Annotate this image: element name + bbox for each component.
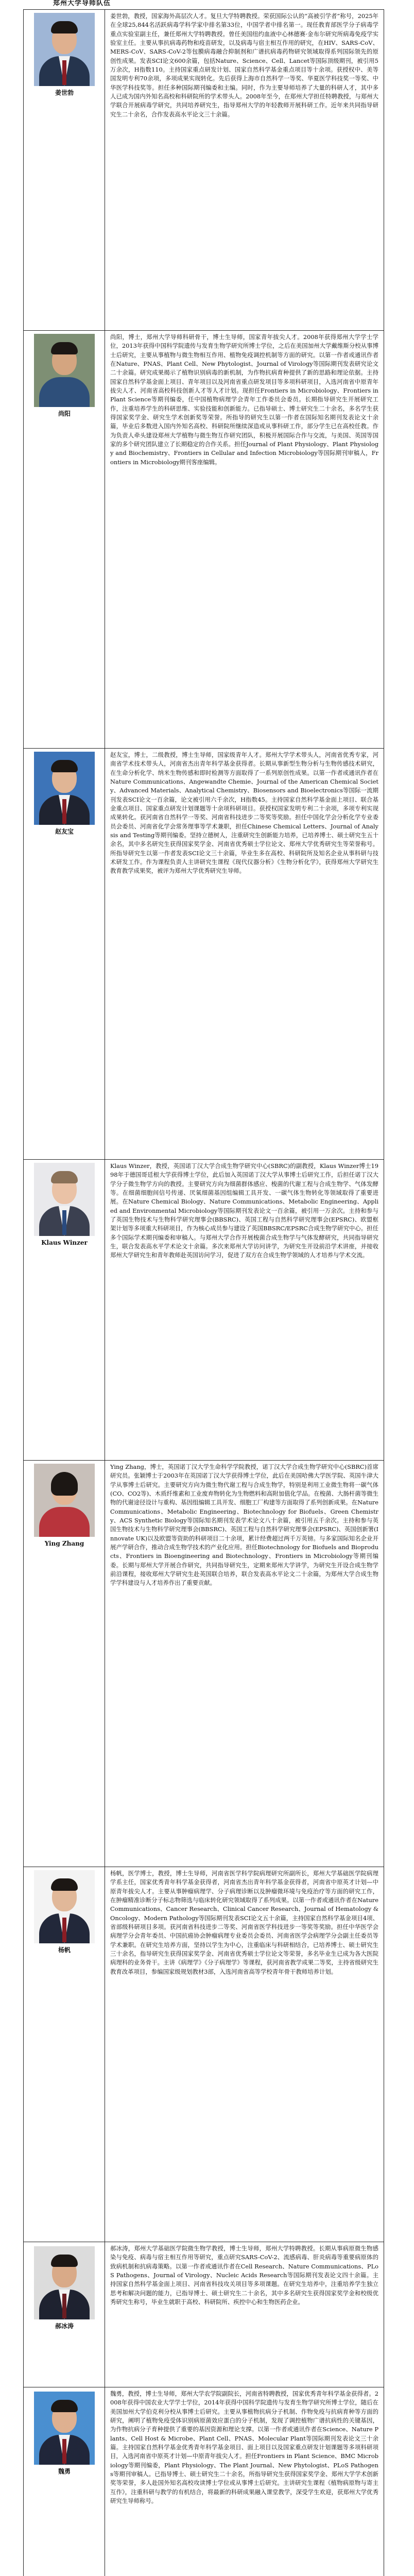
bio-cell [105, 331, 384, 749]
mentor-bio: Klaus Winzer，教授，英国诺丁汉大学合成生物学研究中心(SBRC)的副教授，Klaus Winzer博士1998年于德国哥廷根大学获得博士学位，此后加入英国诺丁汉大学从事博士后研究工作，后担任诺丁汉大学分子微生物学方向的教授。主要研究方向为细菌群体感应、梭菌的代谢工程与合成生物学、气体发酵等。在细菌细胞间信号传递、厌氧细菌基因组编辑工具开发、一碳气体生物转化等领域取得了重要进展。在Nature Chemical Biology、Nature Communications、Metabolic Engineering、Applied and Environmental Microbiology等国际期刊发表论文一百余篇，被引用一万余次。主持和参与了英国生物技术与生物科学研究理事会(BBSRC)、英国工程与自然科学研究理事会(EPSRC)、欧盟框架计划等多项重大科研项目，作为核心成员参与建设了英国BBSRC/EPSRC合成生物学研究中心。担任多个国际学术期刊编委和审稿人。与郑州大学合作开展梭菌合成生物学与气体发酵研究，共同指导研究生，联合发表高水平学术论文十余篇。多次来郑州大学访问讲学，为研究生开设前沿学术讲座，并接收郑州大学研究生和青年教师赴英国访问学习，促进了双方在合成生物学领域的人才培养与学术交流。 [110, 1162, 378, 1259]
mentor-name: 郝冰涛 [55, 2323, 74, 2330]
mentor-name: 赵友宝 [55, 828, 74, 835]
page-title: 郑州大学导师队伍 [53, 0, 111, 7]
mentor-row [24, 1461, 384, 1867]
portrait-photo [34, 2392, 95, 2465]
mentor-bio: 姜世勃，教授，国家海外高层次人才。复旦大学特聘教授。荣获国际公认的“高被引学者”称号，2025年在全球25,844名活跃病毒学科学家中排名第33位，中国学者中排名第一。现任教育部医学分子病毒学重点实验室副主任，兼任郑州大学特聘教授。曾任美国纽约血液中心林德赛·金布尔研究所病毒免疫学实验室主任。主要从事抗病毒药物和疫苗研发，以及病毒与宿主相互作用的研究，在HIV、SARS-CoV、MERS-CoV、SARS-CoV-2等包膜病毒融合抑制剂和广谱抗病毒药物研究领域取得系列国际领先的原创性成果。发表SCI论文600余篇，包括Nature、Science、Cell、Lancet等国际顶级期刊，被引用5万余次，H指数110。主持国家重点研发计划、国家自然科学基金重点项目等十余项。获授权中、美等国发明专利70余项，多项成果实现转化。先后获得上海市自然科学一等奖、华夏医学科技奖一等奖、中华医学科技奖等。担任多种国际期刊编委和主编。同时，作为主要导师培养了大量的科研人才，其中多人已成为国内外知名高校和科研院所的学术带头人。2008年至今，在郑州大学担任特聘教授，与郑州大学联合开展病毒学研究，共同培养研究生，指导郑州大学的年轻教师开展科研工作。近年来共同指导研究生二十余名，合作发表高水平论文三十余篇。 [110, 12, 378, 118]
mentor-name: 尚阳 [58, 410, 71, 417]
portrait-photo [34, 2246, 95, 2319]
mentor-name: Klaus Winzer [41, 1239, 88, 1246]
mentor-row [24, 10, 384, 331]
mentor-bio: 尚阳，博士，郑州大学导师科研骨干，博士生导师，国家青年拔尖人才。2008年获得郑州大学学士学位，2013年获得中国科学院遗传与发育生物学研究所博士学位，之后在美国加州大学戴维斯分校从事博士后研究，主要从事植物与微生物相互作用、植物免疫调控机制等方面的研究。以第一作者或通讯作者在Nature、PNAS、Plant Cell、New Phytologist、Journal of Virology等国际期刊发表研究论文二十余篇。研究成果揭示了植物识别病毒的新机制，为作物抗病育种提供了新的思路和理论依据。主持国家自然科学基金面上项目、青年项目以及河南省重点研发项目等多项科研项目，入选河南省中原青年拔尖人才、河南省高校科技创新人才等人才计划。现担任Frontiers in Microbiology、Frontiers in Plant Science等期刊编委，任中国植物病理学会青年工作委员会委员。长期指导研究生开展研究工作，注重培养学生的科研思维、实验技能和创新能力。已指导硕士、博士研究生二十余名，多名学生获得国家奖学金、研究生学术创新奖等荣誉。所指导的研究生以第一作者在国际知名期刊发表论文十余篇，毕业后多数进入国内外知名高校、科研院所继续深造或从事科研工作，部分学生已在高校任教。作为负责人牵头建设郑州大学植物与微生物互作研究团队，积极开展国际合作与交流，与美国、英国等国家的多个研究团队建立了长期稳定的合作关系。担任Journal of Plant Physiology、Plant Physiology and Biochemistry、Frontiers in Cellular and Infection Microbiology等国际期刊审稿人，Frontiers in Microbiology期刊客座编辑。 [110, 333, 378, 466]
mentor-row [24, 1867, 384, 2242]
mentor-bio: 赵友宝，博士，二级教授，博士生导师，国家级青年人才。郑州大学学术带头人，河南省优秀专家，河南省学术技术带头人，河南省杰出青年科学基金获得者。长期从事新型生物分析与生物传感技术研究，在生命分析化学、纳米生物传感和即时检测等方面取得了一系列原创性成果。以第一作者或通讯作者在Nature Communications、Angewandte Chemie、Journal of the American Chemical Society、Advanced Materials、Analytical Chemistry、Biosensors and Bioelectronics等国际一流期刊发表SCI论文一百余篇，论文被引用六千余次，H指数45。主持国家自然科学基金面上项目、联合基金重点项目、国家重点研发计划课题等十余项科研项目。获授权国家发明专利二十余项，多项专利实现成果转化。获河南省自然科学一等奖、河南省科技进步二等奖等奖励。担任中国化学会分析化学专业委员会委员、河南省化学会常务理事等学术兼职，担任Chinese Chemical Letters、Journal of Analysis and Testing等期刊编委。坚持立德树人，注重研究生创新能力培养，已培养博士、硕士研究生五十余名，其中多名研究生获得国家奖学金、河南省优秀硕士学位论文、郑州大学优秀研究生等荣誉称号。所指导研究生以第一作者发表SCI论文三十余篇，毕业生多在高校、科研院所及知名企业从事科研与技术研发工作。作为课程负责人主讲研究生课程《现代仪器分析》《生物分析化学》，获得郑州大学研究生教育教学成果奖，被评为郑州大学优秀研究生导师。 [110, 751, 378, 875]
portrait-photo [34, 752, 95, 825]
mentor-name: 姜世勃 [55, 89, 74, 96]
portrait-photo [34, 13, 95, 86]
mentor-table [23, 9, 384, 2576]
mentor-row [24, 331, 384, 749]
photo-cell [24, 1867, 105, 2242]
portrait-photo [34, 1163, 95, 1236]
bio-cell [105, 749, 384, 1160]
mentor-name: Ying Zhang [44, 1540, 84, 1547]
bio-cell [105, 1461, 384, 1867]
mentor-bio: 杨帆，医学博士，教授，博士生导师，河南省医学科学院病理研究所副所长，郑州大学基础医学院病理学系主任，国家优秀青年科学基金获得者，河南省杰出青年科学基金获得者，河南省中原英才计划—中原青年拔尖人才。主要从事肿瘤病理学、分子病理诊断以及肿瘤微环境与免疫治疗等方面的研究工作，在肿瘤精准诊断分子标志物筛选与临床转化研究领域取得了系列成果。以第一作者或通讯作者在Nature Communications、Cancer Research、Clinical Cancer Research、Journal of Hematology & Oncology、Modern Pathology等国际期刊发表SCI论文五十余篇，主持国家自然科学基金项目4项、省部级科研项目多项。获河南省科技进步二等奖、河南省医学科技进步一等奖等奖励。担任中华医学会病理学分会青年委员、中国抗癌协会肿瘤病理专业委员会委员、河南省医学会病理学分会副主任委员等学术兼职。在研究生培养方面，坚持以学生为中心，注重临床与科研相结合，已培养博士、硕士研究生三十余名，指导研究生获得国家奖学金、河南省优秀硕士学位论文等荣誉，多名毕业生已成为各大医院病理科的业务骨干。主讲《病理学》《分子病理学》等课程，获河南省教学成果二等奖，主持省级研究生教育改革项目，参编国家级规划教材3部，入选河南省高等学校青年骨干教师培养计划。 [110, 1870, 378, 1975]
mentor-row [24, 1160, 384, 1461]
mentor-row [24, 2387, 384, 2576]
bio-cell [105, 1160, 384, 1461]
portrait-photo [34, 334, 95, 407]
bio-cell [105, 10, 384, 331]
mentor-bio: Ying Zhang，博士，英国诺丁汉大学生命科学学院教授，诺丁汉大学合成生物学研究中心(SBRC)首席研究员。张颖博士于2003年在英国诺丁汉大学获得博士学位，此后在美国哈佛大学医学院、英国牛津大学从事博士后研究。主要研究方向为微生物代谢工程与合成生物学，特别是利用工业微生物将一碳气体(CO、CO2等)、木质纤维素和工业废弃物转化为生物燃料和高附加值化学品。在梭菌、大肠杆菌等微生物的代谢途径设计与重构、基因组编辑工具开发、细胞工厂构建等方面取得了系列创新成果。在Nature Communications、Metabolic Engineering、Biotechnology for Biofuels、Green Chemistry、ACS Synthetic Biology等国际知名期刊发表学术论文八十余篇，被引用五千余次。主持和参与英国生物技术与生物科学研究理事会(BBSRC)、英国工程与自然科学研究理事会(EPSRC)、英国创新署(Innovate UK)以及欧盟等资助的科研项目二十余项，累计经费超过两千万英镑。与多家国际知名企业开展产学研合作，推动合成生物学技术的产业化应用。担任Biotechnology for Biofuels and Bioproducts、Frontiers in Bioengineering and Biotechnology、Frontiers in Microbiology等期刊编委。长期与郑州大学开展合作研究，共同指导研究生，定期来郑州大学讲学，为研究生开设合成生物学前沿课程，接收郑州大学研究生赴英国联合培养，联合发表高水平论文二十余篇，为郑州大学合成生物学学科建设与人才培养作出了重要贡献。 [110, 1463, 378, 1587]
mentor-row [24, 2242, 384, 2387]
photo-cell [24, 10, 105, 331]
mentor-name: 魏勇 [58, 2468, 71, 2475]
bio-cell [105, 2387, 384, 2576]
photo-cell [24, 2242, 105, 2387]
mentor-bio: 郝冰涛，郑州大学基础医学院微生物学教授，博士生导师，郑州大学特聘教授。长期从事病原微生物感染与免疫、病毒与宿主相互作用等研究，重点研究SARS-CoV-2、流感病毒、肝炎病毒等重要病原体的致病机制和抗病毒策略。以第一作者或通讯作者在Cell Research、Nature Communications、PLoS Pathogens、Journal of Virology、Nucleic Acids Research等国际期刊发表论文四十余篇。主持国家自然科学基金面上项目、河南省科技攻关项目等多项课题。在研究生培养中，注重培养学生独立思考和解决问题的能力，已指导博士、硕士研究生二十余名，其中多名研究生获得国家奖学金和校级优秀研究生称号，毕业生就职于高校、科研院所、疾控中心和生物医药企业。 [110, 2245, 378, 2306]
photo-cell [24, 2387, 105, 2576]
portrait-photo [34, 1464, 95, 1537]
bio-cell [105, 2242, 384, 2387]
photo-cell [24, 749, 105, 1160]
portrait-photo [34, 1870, 95, 1943]
bio-cell [105, 1867, 384, 2242]
mentor-row [24, 749, 384, 1160]
mentor-name: 杨帆 [58, 1946, 71, 1954]
photo-cell [24, 1461, 105, 1867]
photo-cell [24, 331, 105, 749]
page-header [23, 0, 414, 9]
mentor-bio: 魏勇，教授，博士生导师，郑州大学农学院副院长，河南省特聘教授，国家优秀青年科学基金获得者。2008年获得中国农业大学学士学位，2014年获得中国科学院遗传与发育生物学研究所博士学位，随后在美国加州大学伯克利分校从事博士后研究。主要从事植物抗病分子机制、作物免疫与抗病育种等方面的研究，阐明了植物免疫受体识别病原菌效应蛋白的分子机制，发现了调控植物广谱抗病性的关键基因，为作物抗病分子育种提供了重要的基因资源和理论支撑。以第一作者或通讯作者在Science、Nature Plants、Cell Host & Microbe、Plant Cell、PNAS、Molecular Plant等国际期刊发表论文三十余篇。主持国家自然科学基金优秀青年科学基金项目、面上项目以及国家重点研发计划课题等多项科研项目，入选河南省中原英才计划—中原青年拔尖人才。担任Frontiers in Plant Science、BMC Microbiology等期刊编委，Plant Physiology、The Plant Journal、New Phytologist、PLoS Pathogens等期刊审稿人。已指导博士、硕士研究生二十余名，所指导研究生获得国家奖学金、郑州大学学术创新奖等荣誉，多人赴国外知名高校攻读博士学位或从事博士后研究。主讲研究生课程《植物病原物与寄主互作》，注重科研与教学的有机结合，将最新的科研成果融入课堂教学，深受学生欢迎，获郑州大学优秀研究生导师称号。 [110, 2390, 378, 2505]
photo-cell [24, 1160, 105, 1461]
